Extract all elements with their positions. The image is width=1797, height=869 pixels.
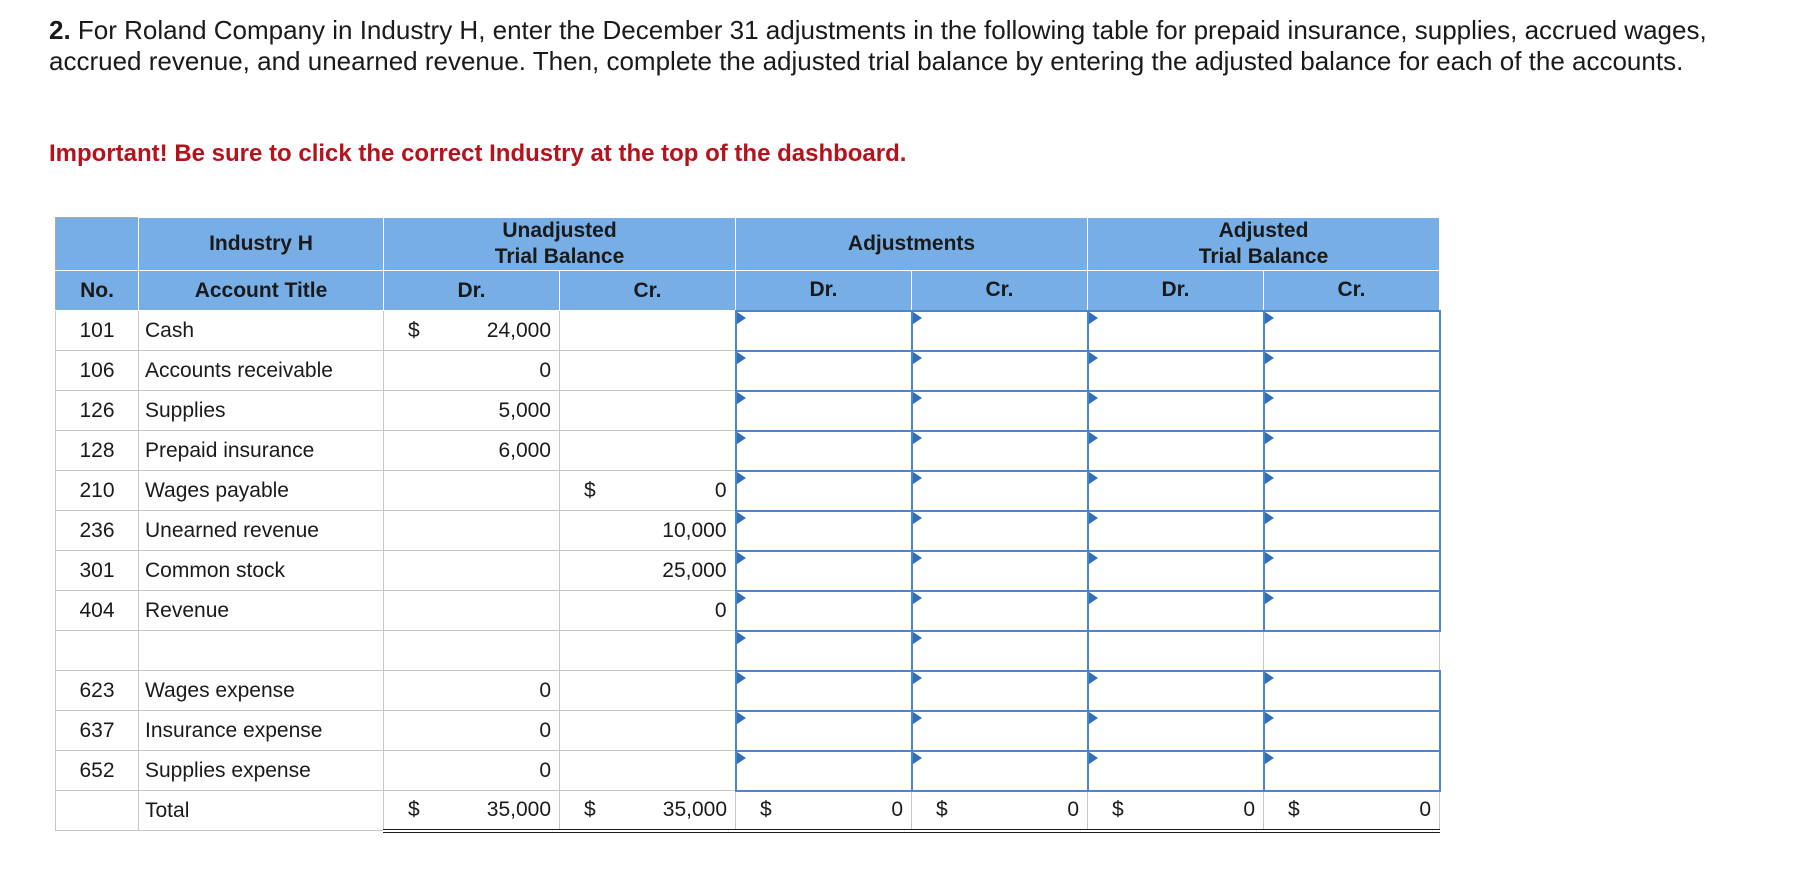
account-number: 637	[56, 711, 139, 751]
adjustment-cr-field[interactable]	[913, 512, 1087, 550]
header-adjtb-dr: Dr.	[1088, 271, 1264, 311]
unadjusted-cr-value: 0	[714, 598, 727, 622]
adjustment-cr-input[interactable]	[912, 551, 1088, 591]
account-title: Accounts receivable	[139, 351, 384, 391]
account-title: Insurance expense	[139, 711, 384, 751]
unadjusted-cr-value: 0	[714, 478, 727, 502]
adjusted-cr-input[interactable]	[1264, 671, 1440, 711]
account-number: 236	[56, 511, 139, 551]
unadjusted-cr-value: 25,000	[662, 558, 727, 582]
account-title: Supplies expense	[139, 751, 384, 791]
currency-symbol: $	[936, 798, 948, 821]
unadjusted-cr	[560, 511, 736, 551]
adjusted-cr-field[interactable]	[1265, 312, 1439, 350]
unadjusted-cr	[560, 391, 736, 431]
unadjusted-dr	[384, 351, 560, 391]
account-title: Prepaid insurance	[139, 431, 384, 471]
adjusted-dr-input[interactable]	[1088, 511, 1264, 551]
table-row	[56, 431, 1440, 471]
account-number: 652	[56, 751, 139, 791]
unadjusted-dr	[384, 751, 560, 791]
table-row	[56, 391, 1440, 431]
adjusted-dr-input[interactable]	[1088, 471, 1264, 511]
adjustment-cr-input[interactable]	[912, 751, 1088, 791]
unadjusted-dr	[384, 671, 560, 711]
total-unadjusted-dr-value: 35,000	[486, 797, 551, 821]
total-adjustment-dr-value: 0	[891, 798, 903, 821]
header-unadj-dr: Dr.	[384, 271, 560, 311]
adjustment-dr-field[interactable]	[737, 472, 911, 510]
header-unadjusted: Unadjusted Trial Balance	[384, 218, 736, 271]
adjusted-cr-empty	[1264, 631, 1440, 671]
adjustment-dr-field[interactable]	[737, 632, 911, 670]
header-industry: Industry H	[139, 218, 384, 271]
adjustment-dr-field[interactable]	[737, 432, 911, 470]
adjustment-dr-field[interactable]	[737, 312, 911, 350]
adjustment-cr-input[interactable]	[912, 591, 1088, 631]
adjusted-dr-input[interactable]	[1088, 711, 1264, 751]
adjustment-dr-field[interactable]	[737, 552, 911, 590]
adjusted-dr-field[interactable]	[1089, 432, 1263, 470]
currency-symbol: $	[760, 798, 772, 821]
unadjusted-dr	[384, 391, 560, 431]
unadjusted-cr	[560, 711, 736, 751]
adjusted-cr-field[interactable]	[1265, 592, 1439, 630]
total-row	[56, 791, 1440, 831]
unadjusted-dr	[384, 591, 560, 631]
total-adjustment-cr	[912, 791, 1088, 831]
header-blank	[56, 218, 139, 271]
adjustment-dr-input[interactable]	[736, 711, 912, 751]
unadjusted-dr-value: 24,000	[486, 318, 551, 342]
adjusted-dr-input[interactable]	[1088, 591, 1264, 631]
adjusted-dr-input[interactable]	[1088, 751, 1264, 791]
adjustment-dr-field[interactable]	[737, 712, 911, 750]
account-number: 126	[56, 391, 139, 431]
unadjusted-dr	[384, 551, 560, 591]
header-no: No.	[56, 271, 139, 311]
unadjusted-dr	[384, 431, 560, 471]
currency-symbol: $	[1112, 798, 1124, 821]
total-adjusted-cr-value: 0	[1419, 798, 1431, 821]
unadjusted-dr-value: 0	[539, 678, 551, 702]
table-row	[56, 711, 1440, 751]
adjusted-cr-input[interactable]	[1264, 311, 1440, 351]
adjusted-cr-input[interactable]	[1264, 551, 1440, 591]
adjustment-dr-input[interactable]	[736, 751, 912, 791]
adjustment-cr-field[interactable]	[913, 712, 1087, 750]
table-row	[56, 631, 1440, 671]
adjusted-cr-field[interactable]	[1265, 712, 1439, 750]
header-adj-cr: Cr.	[912, 271, 1088, 311]
adjusted-cr-field[interactable]	[1265, 512, 1439, 550]
currency-symbol: $	[408, 797, 420, 821]
total-adjustment-dr	[736, 791, 912, 831]
adjustment-dr-input[interactable]	[736, 391, 912, 431]
adjustment-cr-field[interactable]	[913, 312, 1087, 350]
total-adjusted-dr-value: 0	[1243, 798, 1255, 821]
currency-symbol: $	[584, 478, 596, 502]
adjustment-dr-input[interactable]	[736, 471, 912, 511]
adjusted-cr-input[interactable]	[1264, 511, 1440, 551]
currency-symbol: $	[1288, 798, 1300, 821]
adjustment-cr-input[interactable]	[912, 471, 1088, 511]
adjustment-cr-input[interactable]	[912, 511, 1088, 551]
instructions	[49, 15, 1749, 77]
adjusted-cr-field[interactable]	[1265, 432, 1439, 470]
adjustment-cr-input[interactable]	[912, 431, 1088, 471]
adjusted-cr-input[interactable]	[1264, 431, 1440, 471]
unadjusted-dr	[384, 311, 560, 351]
header-adj-dr: Dr.	[736, 271, 912, 311]
account-number: 101	[56, 311, 139, 351]
adjustment-dr-input[interactable]	[736, 311, 912, 351]
unadjusted-cr	[560, 671, 736, 711]
adjustment-cr-field[interactable]	[913, 752, 1087, 790]
table-row	[56, 551, 1440, 591]
adjusted-cr-field[interactable]	[1265, 552, 1439, 590]
adjusted-cr-field[interactable]	[1265, 672, 1439, 710]
adjusted-cr-input[interactable]	[1264, 751, 1440, 791]
table-row	[56, 471, 1440, 511]
total-unadjusted-cr-value: 35,000	[662, 797, 727, 821]
table-row	[56, 751, 1440, 791]
adjusted-dr-field[interactable]	[1089, 352, 1263, 390]
account-title: Revenue	[139, 591, 384, 631]
adjustment-cr-field[interactable]	[913, 552, 1087, 590]
adjustment-dr-field[interactable]	[737, 672, 911, 710]
account-number: 128	[56, 431, 139, 471]
adjusted-cr-input[interactable]	[1264, 591, 1440, 631]
adjustment-dr-input[interactable]	[736, 671, 912, 711]
total-adjusted-dr	[1088, 791, 1264, 831]
account-title: Wages payable	[139, 471, 384, 511]
account-number: 301	[56, 551, 139, 591]
adjustment-cr-field[interactable]	[913, 592, 1087, 630]
account-number: 404	[56, 591, 139, 631]
adjustment-dr-field[interactable]	[737, 752, 911, 790]
account-title: Common stock	[139, 551, 384, 591]
unadjusted-cr	[560, 631, 736, 671]
adjustment-dr-field[interactable]	[737, 512, 911, 550]
adjustment-cr-field[interactable]	[913, 632, 1087, 670]
adjusted-dr-field[interactable]	[1089, 472, 1263, 510]
unadjusted-dr-value: 5,000	[498, 398, 551, 422]
header-unadj-cr: Cr.	[560, 271, 736, 311]
total-adjustment-cr-value: 0	[1067, 798, 1079, 821]
currency-symbol: $	[584, 797, 596, 821]
table-row	[56, 311, 1440, 351]
account-number: 210	[56, 471, 139, 511]
unadjusted-dr-value: 6,000	[498, 438, 551, 462]
question-text: For Roland Company in Industry H, enter the December 31 adjustments in the following table for prepaid insurance, supplies, accrued wages, accrued revenue, and unearned revenue. Then, complete the adjusted trial balance by entering the adjusted balance for each of the accounts.	[49, 15, 1707, 76]
total-label: Total	[139, 791, 384, 831]
unadjusted-cr	[560, 311, 736, 351]
total-unadjusted-cr	[560, 791, 736, 831]
adjustment-dr-input[interactable]	[736, 511, 912, 551]
unadjusted-cr	[560, 431, 736, 471]
adjusted-dr-field[interactable]	[1089, 552, 1263, 590]
adjusted-cr-field[interactable]	[1265, 752, 1439, 790]
account-title: Cash	[139, 311, 384, 351]
table-row	[56, 511, 1440, 551]
unadjusted-dr-value: 0	[539, 758, 551, 782]
adjustment-cr-field[interactable]	[913, 672, 1087, 710]
adjustment-cr-input[interactable]	[912, 711, 1088, 751]
account-number: 623	[56, 671, 139, 711]
adjustment-cr-field[interactable]	[913, 432, 1087, 470]
question-number: 2.	[49, 15, 71, 45]
adjusted-dr-empty	[1088, 631, 1264, 671]
adjustment-dr-field[interactable]	[737, 392, 911, 430]
adjusted-dr-field[interactable]	[1089, 512, 1263, 550]
adjusted-dr-field[interactable]	[1089, 592, 1263, 630]
unadjusted-dr	[384, 511, 560, 551]
adjusted-dr-input[interactable]	[1088, 311, 1264, 351]
unadjusted-cr-value: 10,000	[662, 518, 727, 542]
adjusted-dr-field[interactable]	[1089, 752, 1263, 790]
adjusted-dr-field[interactable]	[1089, 312, 1263, 350]
header-account-title: Account Title	[139, 271, 384, 311]
adjustment-cr-field[interactable]	[913, 392, 1087, 430]
table-row	[56, 351, 1440, 391]
total-no	[56, 791, 139, 831]
adjusted-dr-field[interactable]	[1089, 672, 1263, 710]
adjusted-dr-input[interactable]	[1088, 551, 1264, 591]
important-note: Important! Be sure to click the correct Industry at the top of the dashboard.	[49, 140, 907, 167]
adjustment-cr-input[interactable]	[912, 351, 1088, 391]
table-row	[56, 671, 1440, 711]
adjustment-dr-input[interactable]	[736, 351, 912, 391]
adjusted-cr-input[interactable]	[1264, 471, 1440, 511]
adjusted-dr-input[interactable]	[1088, 391, 1264, 431]
adjusted-cr-input[interactable]	[1264, 391, 1440, 431]
adjustment-cr-input[interactable]	[912, 671, 1088, 711]
adjustment-dr-input[interactable]	[736, 431, 912, 471]
adjustment-dr-input[interactable]	[736, 551, 912, 591]
unadjusted-cr	[560, 351, 736, 391]
unadjusted-dr	[384, 711, 560, 751]
unadjusted-cr	[560, 751, 736, 791]
adjustment-dr-input[interactable]	[736, 591, 912, 631]
adjustment-cr-input[interactable]	[912, 631, 1088, 671]
account-number	[56, 631, 139, 671]
account-number: 106	[56, 351, 139, 391]
adjustment-cr-input[interactable]	[912, 391, 1088, 431]
adjusted-cr-field[interactable]	[1265, 392, 1439, 430]
adjusted-dr-input[interactable]	[1088, 671, 1264, 711]
adjusted-dr-field[interactable]	[1089, 712, 1263, 750]
unadjusted-dr	[384, 471, 560, 511]
adjustment-cr-input[interactable]	[912, 311, 1088, 351]
unadjusted-cr	[560, 591, 736, 631]
total-unadjusted-dr	[384, 791, 560, 831]
adjusted-cr-field[interactable]	[1265, 352, 1439, 390]
account-title	[139, 631, 384, 671]
adjusted-dr-input[interactable]	[1088, 431, 1264, 471]
adjustment-dr-field[interactable]	[737, 592, 911, 630]
adjustment-dr-input[interactable]	[736, 631, 912, 671]
total-adjusted-cr	[1264, 791, 1440, 831]
adjustment-dr-field[interactable]	[737, 352, 911, 390]
account-title: Wages expense	[139, 671, 384, 711]
adjustment-cr-field[interactable]	[913, 352, 1087, 390]
unadjusted-cr	[560, 551, 736, 591]
unadjusted-dr	[384, 631, 560, 671]
header-adjustments: Adjustments	[736, 218, 1088, 271]
unadjusted-cr	[560, 471, 736, 511]
adjusted-dr-field[interactable]	[1089, 392, 1263, 430]
header-adjtb-cr: Cr.	[1264, 271, 1440, 311]
account-title: Unearned revenue	[139, 511, 384, 551]
adjustment-cr-field[interactable]	[913, 472, 1087, 510]
adjusted-dr-input[interactable]	[1088, 351, 1264, 391]
account-title: Supplies	[139, 391, 384, 431]
unadjusted-dr-value: 0	[539, 358, 551, 382]
unadjusted-dr-value: 0	[539, 718, 551, 742]
header-adjusted: Adjusted Trial Balance	[1088, 218, 1440, 271]
adjusted-cr-input[interactable]	[1264, 711, 1440, 751]
table-row	[56, 591, 1440, 631]
trial-balance-table	[55, 217, 1441, 833]
currency-symbol: $	[408, 318, 420, 342]
adjusted-cr-field[interactable]	[1265, 472, 1439, 510]
adjusted-cr-input[interactable]	[1264, 351, 1440, 391]
